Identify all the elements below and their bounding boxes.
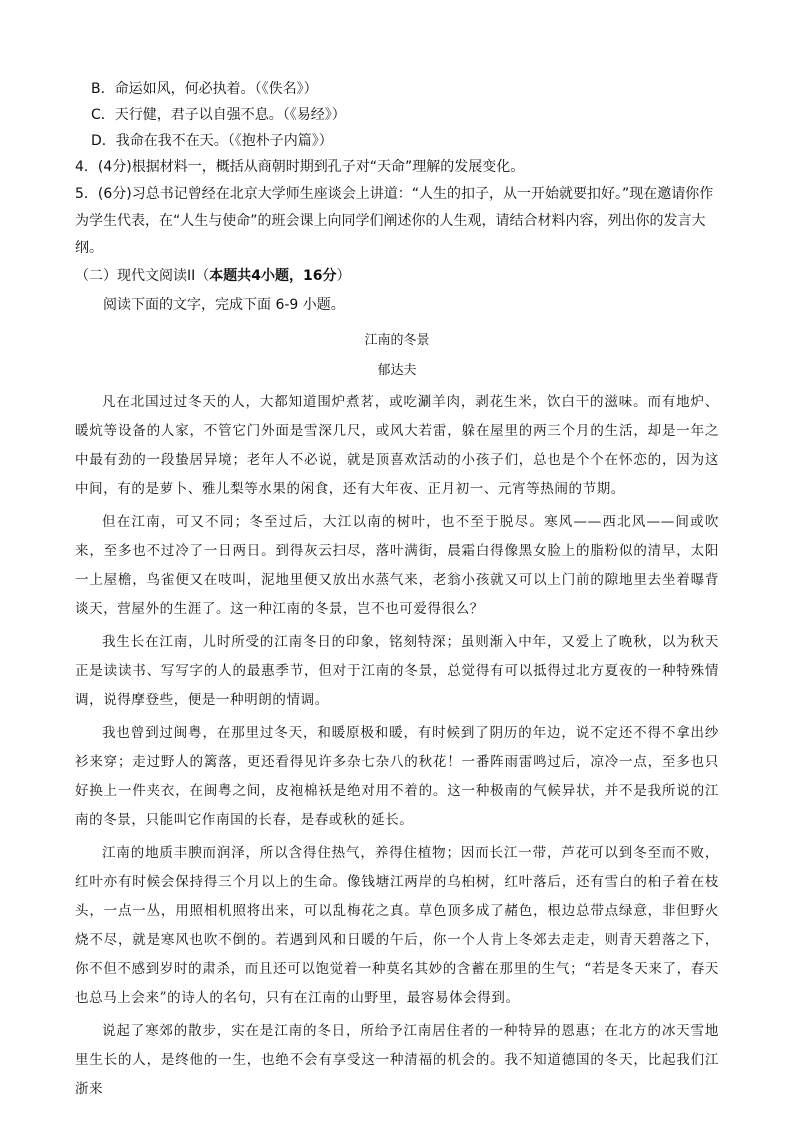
option-d: D．我命在我不在天。（《抱朴子内篇》） (91, 133, 333, 149)
article-paragraph: 我生长在江南，儿时所受的江南冬日的印象，铭刻特深；虽则渐入中年，又爱上了晚秋，以为秋天正是读读书、写写字的人的最惠季节，但对于江南的冬景，总觉得有可以抵得过北方夏夜的一种特殊情调，说得摩登些，便是一种明朗的情调。 (75, 634, 719, 708)
question-4: 4．(4分)根据材料一，概括从商朝时期到孔子对“天命”理解的发展变化。 (75, 159, 525, 175)
article-title: 江南的冬景 (364, 333, 430, 348)
option-c: C．天行健，君子以自强不息。（《易经》） (91, 107, 346, 123)
section-heading-suffix: ） (336, 268, 351, 284)
option-b: B．命运如风，何必执着。（《佚名》） (91, 81, 318, 97)
section-heading-prefix: （二）现代文阅读II（ (75, 268, 210, 284)
article-paragraph: 江南的地质丰腴而润泽，所以含得住热气，养得住植物；因而长江一带，芦花可以到冬至而不败，红叶亦有时候会保持得三个月以上的生命。像钱塘江两岸的乌桕树，红叶落后，还有雪白的桕子着在枝头，一点一丛，用照相机照将出来，可以乱梅花之真。草色顶多成了赭色，根边总带点绿意，非但野火烧不尽，就是寒风也吹不倒的。若遇到风和日暖的午后，你一个人肯上冬郊去走走，则青天碧落之下，你不但不感到岁时的肃杀，而且还可以饱觉着一种莫名其妙的含蓄在那里的生气；“若是冬天来了，春天也总马上会来”的诗人的名句，只有在江南的山野里，最容易体会得到。 (75, 845, 719, 1006)
section-heading (75, 262, 719, 290)
article-paragraph: 我也曾到过闽粤，在那里过冬天，和暖原极和暖，有时候到了阴历的年边，说不定还不得不拿出纱衫来穿；走过野人的篱落，更还看得见许多杂七杂八的秋花！一番阵雨雷鸣过后，凉冷一点，至多也只好换上一件夹衣，在闽粤之间，皮袍棉袄是绝对用不着的。这一种极南的气候异状，并不是我所说的江南的冬景，只能叫它作南国的长春，是春或秋的延长。 (75, 725, 719, 828)
reading-instruction: 阅读下面的文字，完成下面 6-9 小题。 (103, 297, 345, 313)
article-paragraph: 凡在北国过过冬天的人，大都知道围炉煮茗，或吃涮羊肉，剥花生米，饮白干的滋味。而有地炉、暖炕等设备的人家，不管它门外面是雪深几尺，或风大若雷，躲在屋里的两三个月的生活，却是一年之中最有劲的一段蛰居异境；老年人不必说，就是顶喜欢活动的小孩子们，总也是个个在怀恋的，因为这中间，有的是萝卜、雅儿梨等水果的闲食，还有大年夜、正月初一、元宵等热闹的节期。 (75, 394, 719, 497)
question-5: 5．(6分)习总书记曾经在北京大学师生座谈会上讲道：“人生的扣子，从一开始就要扣好。”现在邀请你作为学生代表，在“人生与使命”的班会课上向同学们阐述你的人生观，请结合材料内容，列出你的发言大纲。 (75, 186, 714, 256)
section-heading-bold: 本题共4小题，16分 (209, 268, 337, 284)
article-author: 郁达夫 (377, 363, 417, 378)
article-paragraph: 但在江南，可又不同；冬至过后，大江以南的树叶，也不至于脱尽。寒风——西北风——间或吹来，至多也不过冷了一日两日。到得灰云扫尽，落叶满街，晨霜白得像黑女脸上的脂粉似的清早，太阳一上屋檐，鸟雀便又在吱叫，泥地里便又放出水蒸气来，老翁小孩就又可以上门前的隙地里去坐着曝背谈天，营屋外的生涯了。这一种江南的冬景，岂不也可爱得很么？ (75, 514, 719, 617)
article-paragraph: 说起了寒郊的散步，实在是江南的冬日，所给予江南居住者的一种特异的恩惠；在北方的冰天雪地里生长的人，是终他的一生，也绝不会有享受这一种清福的机会的。我不知道德国的冬天，比起我们江浙来 (75, 1023, 719, 1097)
